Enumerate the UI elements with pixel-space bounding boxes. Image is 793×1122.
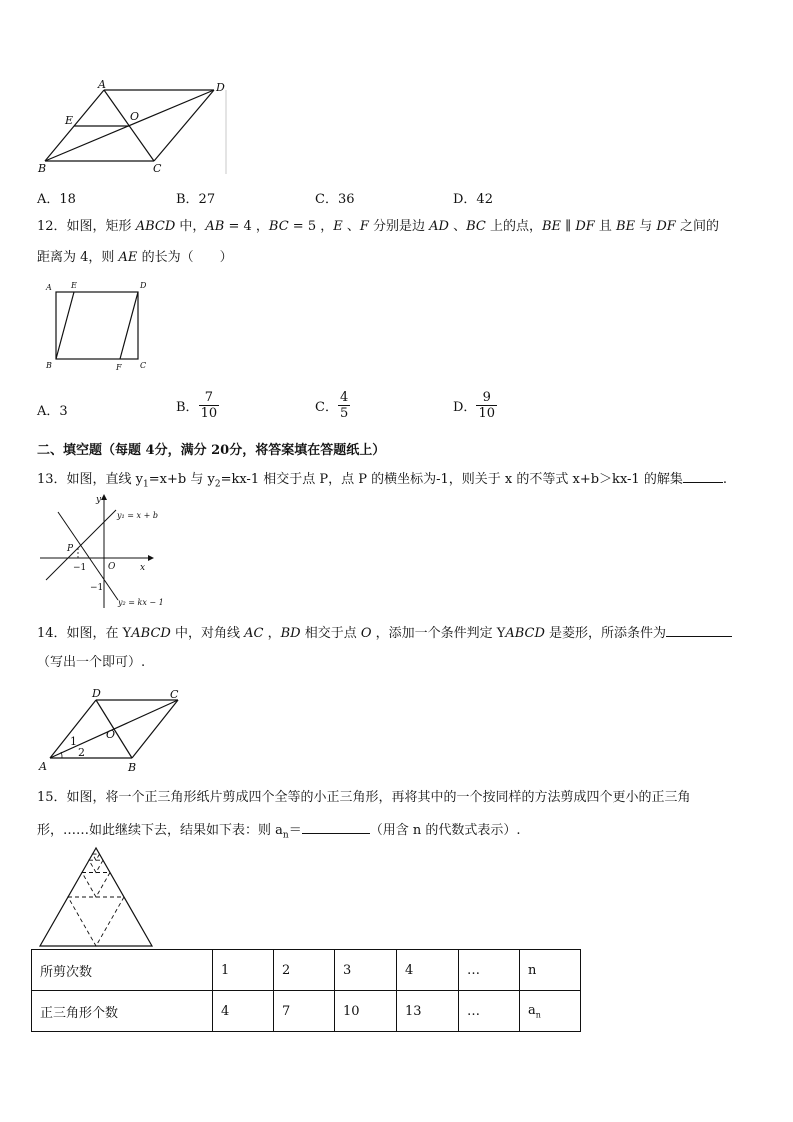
q12-label-e: E xyxy=(71,281,77,290)
q12-figure xyxy=(44,280,154,375)
q14-label-c: C xyxy=(170,688,179,701)
q11-option-b[interactable]: B．27 xyxy=(176,192,216,207)
table-cell: 所剪次数 xyxy=(32,950,213,991)
table-row xyxy=(32,991,581,1032)
q11-label-d: D xyxy=(216,81,225,94)
q14-angle-1: 1 xyxy=(70,735,77,748)
table-cell: … xyxy=(459,991,520,1032)
table-cell: 7 xyxy=(274,991,335,1032)
q12-label-b: B xyxy=(46,361,52,370)
q12-label-f: F xyxy=(116,363,122,372)
q12-label-c: C xyxy=(140,361,147,370)
q11-option-a[interactable]: A．18 xyxy=(37,192,76,207)
q12-option-a[interactable]: A．3 xyxy=(37,404,68,419)
q12-stem-line1: 12．如图，矩形 ABCD 中，AB = 4 ，BC = 5 ，E 、F 分别是边 AD 、BC 上的点，BE ∥ DF 且 BE 与 DF 之间的 xyxy=(37,219,719,234)
q14-stem-line1: 14．如图，在 YABCD 中，对角线 AC ，BD 相交于点 O ，添加一个条件判定 YABCD 是菱形，所添条件为 xyxy=(37,624,732,642)
q13-line2-label: y₂ = kx − 1 xyxy=(118,598,164,607)
q11-label-b: B xyxy=(38,162,47,175)
q14-label-b: B xyxy=(128,761,137,774)
q12-label-a: A xyxy=(46,283,52,292)
q13-answer-blank[interactable] xyxy=(683,470,723,483)
q13-origin: O xyxy=(108,562,116,572)
q12-option-b[interactable]: B． $\frac{7}{10}$ xyxy=(176,390,218,421)
table-cell: 4 xyxy=(397,950,459,991)
table-cell: 1 xyxy=(213,950,274,991)
table-cell: 10 xyxy=(335,991,397,1032)
q14-label-o: O xyxy=(106,728,116,741)
table-cell: 2 xyxy=(274,950,335,991)
q14-angle-2: 2 xyxy=(78,746,85,759)
q11-label-o: O xyxy=(130,110,140,123)
q15-answer-blank[interactable] xyxy=(302,821,370,834)
table-cell: $a_n$ xyxy=(520,991,581,1032)
q12-label-d: D xyxy=(140,281,147,290)
q13-line1-label: y₁ = x + b xyxy=(117,511,158,520)
q15-triangle-figure xyxy=(38,846,156,948)
q14-label-a: A xyxy=(39,760,47,773)
q13-axis-y: y xyxy=(96,495,102,505)
q11-option-d[interactable]: D．42 xyxy=(453,192,493,207)
q12-option-d[interactable]: D． $\frac{9}{10}$ xyxy=(453,390,495,421)
table-cell: 3 xyxy=(335,950,397,991)
table-cell: n xyxy=(520,950,581,991)
q13-tick-x-neg1: −1 xyxy=(73,563,87,573)
q14-figure xyxy=(36,686,186,776)
q14-answer-blank[interactable] xyxy=(666,624,732,637)
table-cell: 正三角形个数 xyxy=(32,991,213,1032)
q11-figure xyxy=(36,80,236,175)
q15-table xyxy=(31,949,581,1032)
section-2-title: 二、填空题（每题 4分，满分 20分，将答案填在答题纸上） xyxy=(37,443,386,458)
table-cell: 13 xyxy=(397,991,459,1032)
table-cell: … xyxy=(459,950,520,991)
q15-stem-line2: 形，……如此继续下去，结果如下表：则 $a_n=$ （用含 n 的代数式表示）. xyxy=(37,823,521,841)
q11-option-c[interactable]: C．36 xyxy=(315,192,355,207)
q11-label-a: A xyxy=(98,78,106,91)
q13-figure xyxy=(38,494,168,609)
table-cell: 4 xyxy=(213,991,274,1032)
q15-stem-line1: 15．如图，将一个正三角形纸片剪成四个全等的小正三角形，再将其中的一个按同样的方法剪成四个更小的正三角 xyxy=(37,790,691,805)
table-row xyxy=(32,950,581,991)
q13-point-p: P xyxy=(67,544,74,554)
q11-label-e: E xyxy=(65,114,74,127)
q13-axis-x: x xyxy=(140,563,146,573)
q12-option-c[interactable]: C． $\frac{4}{5}$ xyxy=(315,390,349,421)
q12-stem-line2: 距离为 4，则 AE 的长为（ ） xyxy=(37,250,233,265)
q13-tick-y-neg1: −1 xyxy=(90,583,104,593)
q11-label-c: C xyxy=(153,162,162,175)
q14-label-d: D xyxy=(92,687,101,700)
q14-stem-line2: （写出一个即可）. xyxy=(37,655,146,670)
q13-stem: 13．如图，直线 $y_1=x+b$ 与 $y_2=kx-1$ 相交于点 P，点 P 的横坐标为-1，则关于 x 的不等式 x+b＞kx-1 的解集 . xyxy=(37,472,727,490)
